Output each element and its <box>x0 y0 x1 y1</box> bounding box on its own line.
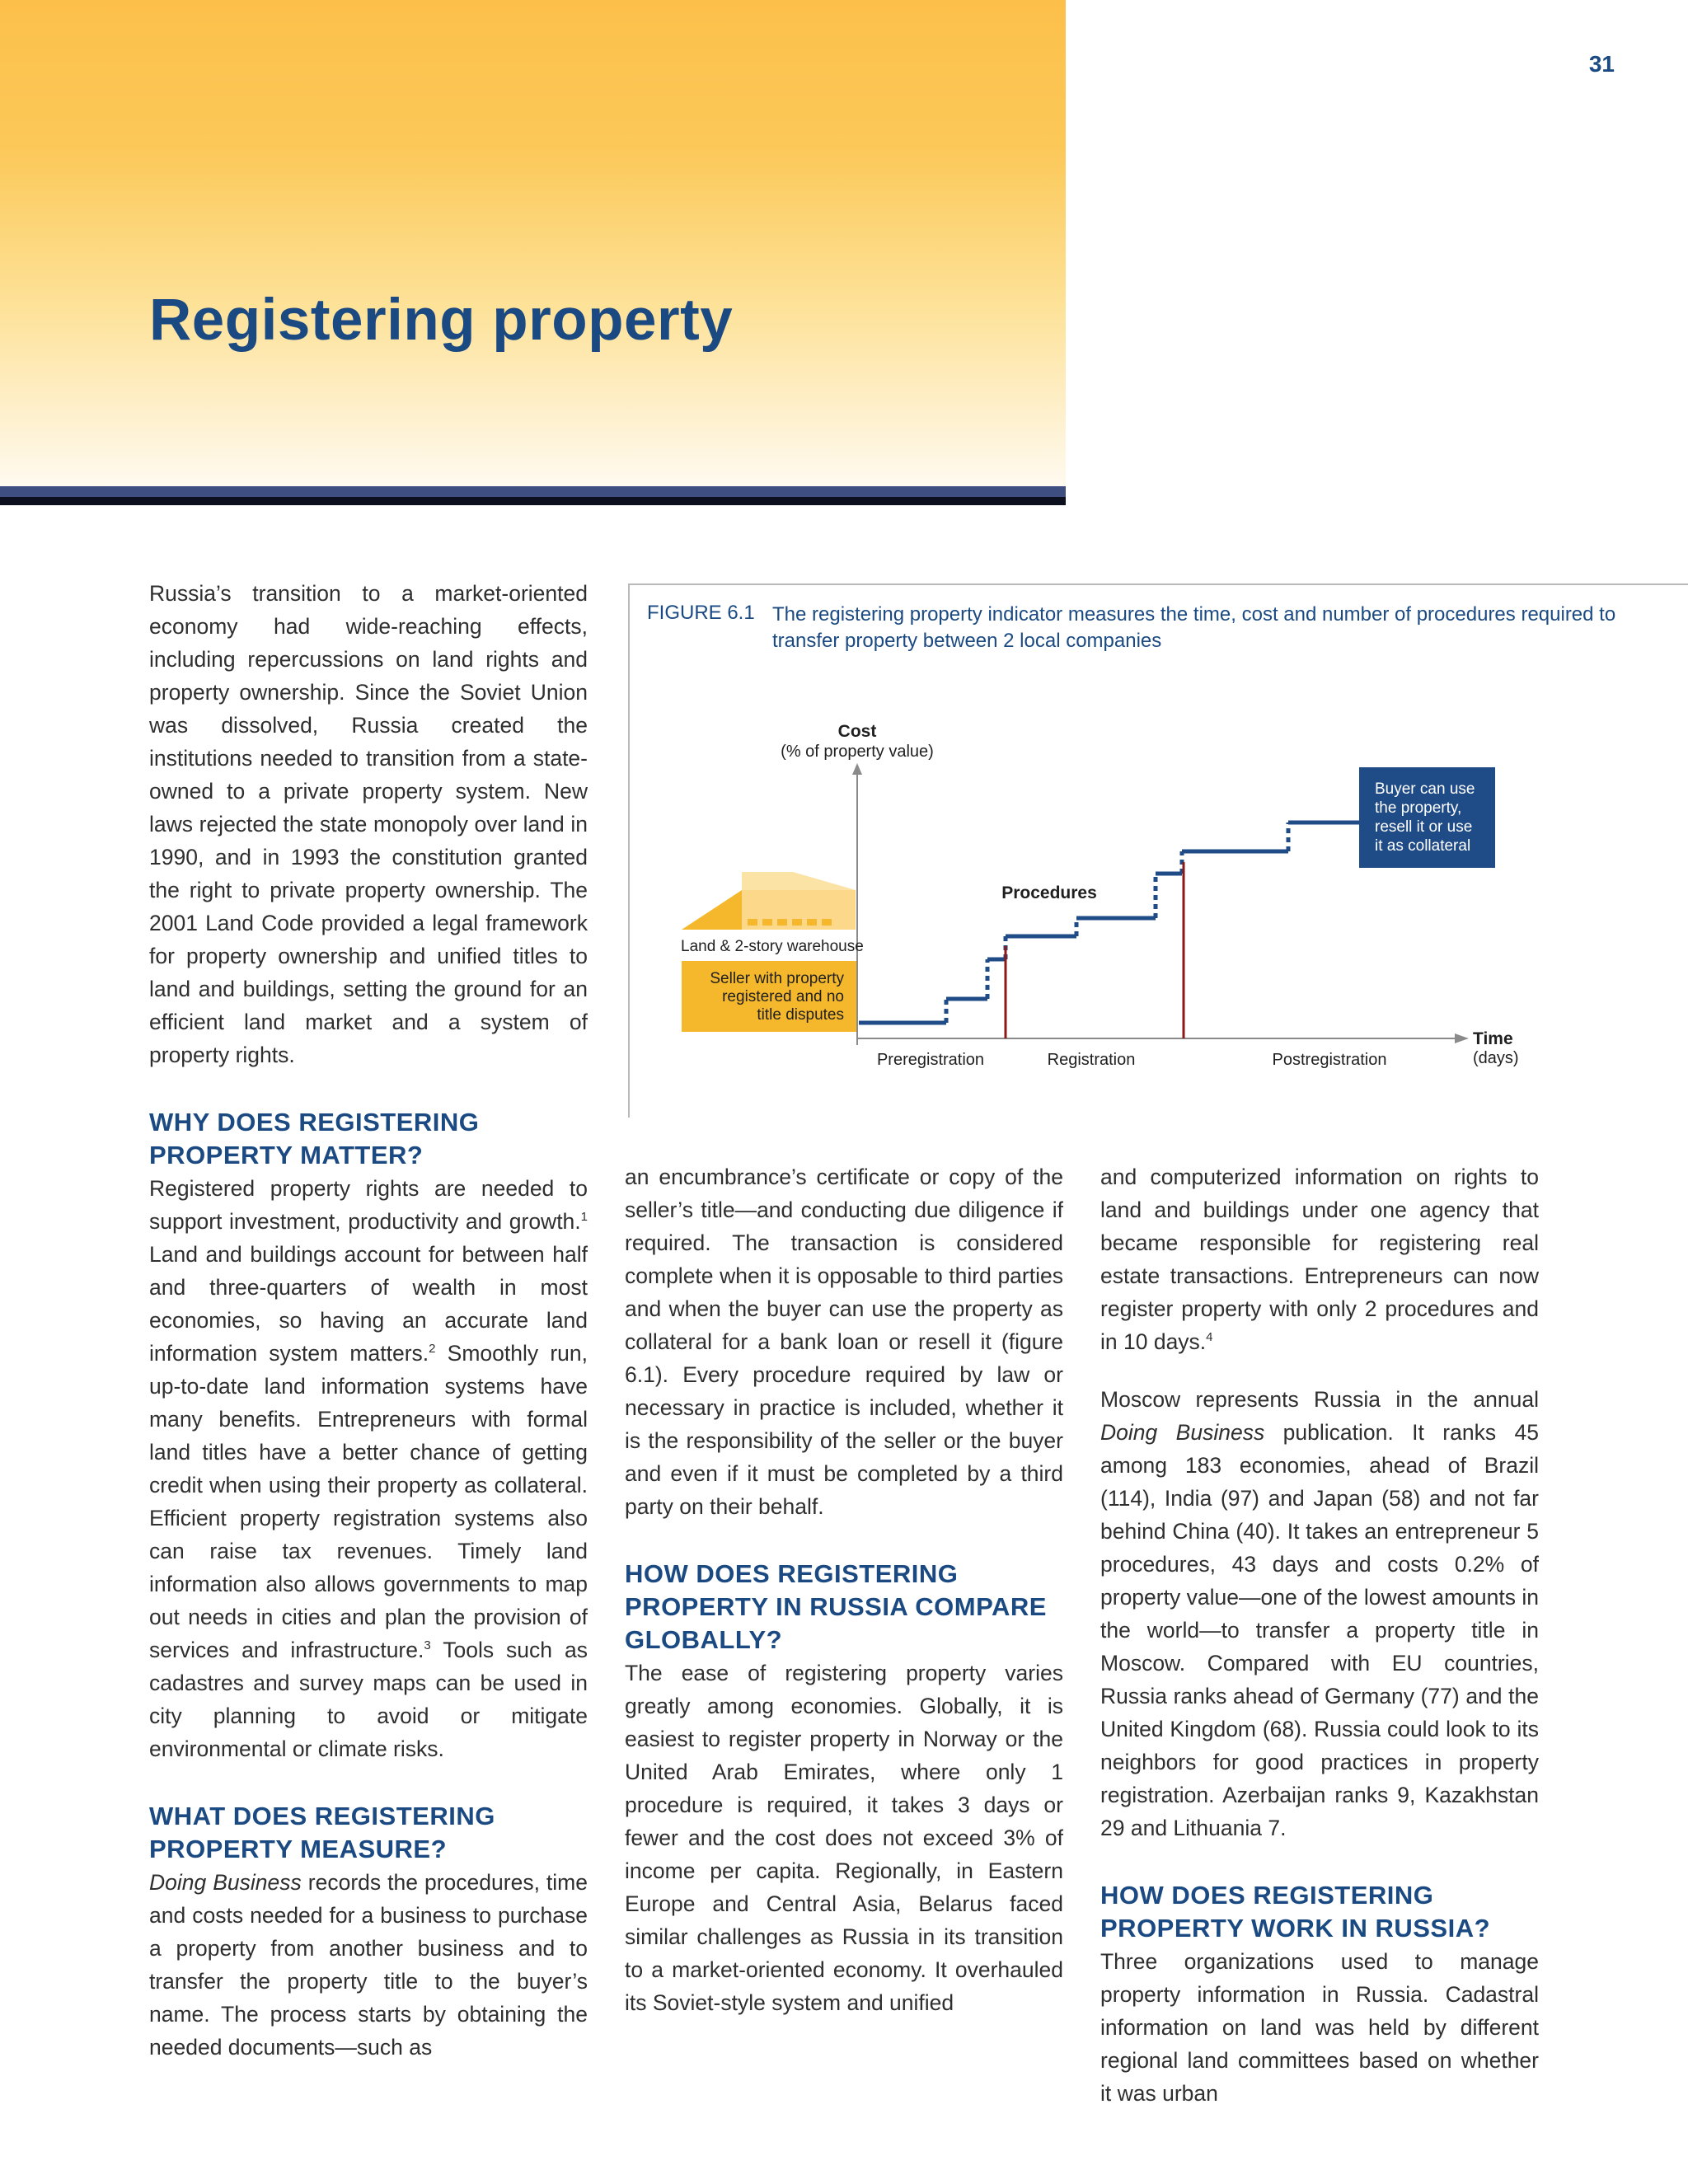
figure-caption: The registering property indicator measures the time, cost and number of procedures required to transfer property between 2 local companies <box>772 603 1616 652</box>
seller-box-line-3: title disputes <box>757 1006 844 1024</box>
heading-how-line-1: HOW DOES REGISTERING <box>625 1559 959 1588</box>
heading-how-work <box>1100 1879 1539 1945</box>
why-paragraph <box>149 1172 588 1765</box>
why-text-2: Land and buildings account for between half and three-quarters of wealth in most economies, so having an accurate land information system matters. <box>149 1242 588 1366</box>
moscow-paragraph <box>1100 1383 1539 1844</box>
figure-label: FIGURE 6.1 <box>647 602 755 624</box>
buyer-box-line-3: resell it or use <box>1375 818 1473 836</box>
column-1 <box>149 577 588 2064</box>
moscow-text-a: Moscow represents Russia in the annual <box>1100 1387 1539 1412</box>
page-number: 31 <box>1588 51 1615 77</box>
heading-what-line-1: WHAT DOES REGISTERING <box>149 1802 495 1830</box>
compare-paragraph: The ease of registering property varies greatly among economies. Globally, it is easiest to register property in Norway or the United Arab Emirates, where only 1 procedure is required, it takes 3 days or fewer and the cost does not exceed 3% of income per capita. Regionally, in Eastern Europe and Central Asia, Belarus faced similar challenges as Russia in its transition to a market-oriented economy. It overhauled its Soviet-style system and unified <box>625 1661 1063 2015</box>
buyer-box-line-4: it as collateral <box>1375 837 1471 855</box>
warehouse-icon <box>682 872 856 930</box>
doing-business-italic-2: Doing Business <box>1100 1420 1265 1445</box>
heading-how-compare <box>625 1558 1063 1657</box>
phase-label-preregistration: Preregistration <box>876 1051 985 1069</box>
heading-work-line-1: HOW DOES REGISTERING <box>1100 1881 1434 1910</box>
buyer-box-line-2: the property, <box>1375 799 1462 817</box>
what-paragraph <box>149 1866 588 2064</box>
x-axis-title: Time <box>1473 1029 1513 1048</box>
header-rule <box>0 486 1066 497</box>
heading-what-line-2: PROPERTY MEASURE? <box>149 1835 448 1863</box>
heading-how-line-2: PROPERTY IN RUSSIA COMPARE <box>625 1592 1047 1621</box>
procedures-label: Procedures <box>1001 883 1097 902</box>
footnote-ref-3: 3 <box>424 1638 431 1653</box>
phase-label-registration: Registration <box>1047 1051 1136 1069</box>
intro-paragraph: Russia’s transition to a market-oriented economy had wide-reaching effects, including repercussions on land rights and property ownership. Since the Soviet Union was dissolved, Russia created the institutions needed to transition from a state-owned to a private property system. New laws rejected the state monopoly over land in 1990, and in 1993 the constitution granted the right to private property ownership. The 2001 Land Code provided a legal framework for property ownership and unified titles to land and buildings, setting the ground for an efficient land market and a system of property rights. <box>149 581 588 1067</box>
belarus-continued-paragraph <box>1100 1160 1539 1358</box>
header-band <box>0 0 1066 486</box>
phase-label-postregistration: Postregistration <box>1272 1051 1387 1069</box>
heading-work-line-2: PROPERTY WORK IN RUSSIA? <box>1100 1914 1491 1943</box>
belarus-text: and computerized information on rights to land and buildings under one agency that became responsible for registering real estate transactions. Entrepreneurs can now register property with only 2 procedures and in 10 days. <box>1100 1165 1539 1354</box>
figure-chart <box>628 583 1688 1118</box>
moscow-text-b: publication. It ranks 45 among 183 economies, ahead of Brazil (114), India (97) and Japan (58) and not far behind China (40). It takes an entrepreneur 5 procedures, 43 days and costs 0.2% of property value—one of the lowest amounts in the world—to transfer a property title in Moscow. Compared with EU countries, Russia ranks ahead of Germany (77) and the United Kingdom (68). Russia could look to its neighbors for good practices in property registration. Azerbaijan ranks 9, Kazakhstan 29 and Lithuania 7. <box>1100 1420 1539 1840</box>
y-axis-title: Cost <box>837 722 877 741</box>
buyer-box-line-1: Buyer can use <box>1375 780 1475 798</box>
seller-box-line-1: Seller with property <box>710 970 844 987</box>
arrow-up-icon <box>852 763 862 775</box>
measure-continued-paragraph: an encumbrance’s certificate or copy of the seller’s title—and conducting due diligence if required. The transaction is considered complete when it is opposable to third parties and when the buyer can use the property as collateral for a bank loan or resell it (figure 6.1). Every procedure required by law or necessary in practice is included, whether it is the responsibility of the seller or the buyer and even if it must be completed by a third party on their behalf. <box>625 1165 1063 1519</box>
y-axis-subtitle: (% of property value) <box>781 743 934 761</box>
what-text: records the procedures, time and costs needed for a business to purchase a property from another business and to transfer the property title to the buyer’s name. The process starts by obtaining the needed documents—such as <box>149 1870 588 2060</box>
column-2 <box>625 1160 1063 2019</box>
heading-how-line-3: GLOBALLY? <box>625 1625 783 1654</box>
heading-why-line-2: PROPERTY MATTER? <box>149 1141 424 1169</box>
footnote-ref-1: 1 <box>580 1210 588 1225</box>
column-3 <box>1100 1160 1539 2110</box>
heading-why-matter <box>149 1106 588 1172</box>
why-text-1: Registered property rights are needed to support investment, productivity and growth. <box>149 1176 588 1234</box>
heading-why-line-1: WHY DOES REGISTERING <box>149 1108 480 1137</box>
doing-business-italic: Doing Business <box>149 1870 302 1895</box>
work-paragraph: Three organizations used to manage property information in Russia. Cadastral information on land was held by different regional land committees based on whether it was urban <box>1100 1949 1539 2106</box>
footnote-ref-2: 2 <box>429 1342 436 1357</box>
x-axis-subtitle: (days) <box>1473 1049 1519 1067</box>
page-title: Registering property <box>149 288 734 353</box>
seller-box-line-2: registered and no <box>722 988 844 1005</box>
why-text-3: Smoothly run, up-to-date land information systems have many benefits. Entrepreneurs with formal land titles have a better chance of getting credit when using their property as collateral. Efficient property registration systems also can raise tax revenues. Timely land information also allows governments to map out needs in cities and plan the provision of services and infrastructure. <box>149 1341 588 1662</box>
heading-what-measure <box>149 1800 588 1866</box>
arrow-right-icon <box>1455 1033 1469 1043</box>
figure-6-1 <box>628 583 1688 1118</box>
header-rule-dark <box>0 497 1066 505</box>
why-text-4: Tools such as cadastres and survey maps can be used in city planning to avoid or mitigate environmental or climate risks. <box>149 1638 588 1761</box>
footnote-ref-4: 4 <box>1206 1330 1213 1345</box>
procedures-steps <box>859 823 1360 1023</box>
warehouse-label: Land & 2-story warehouse <box>681 938 864 955</box>
